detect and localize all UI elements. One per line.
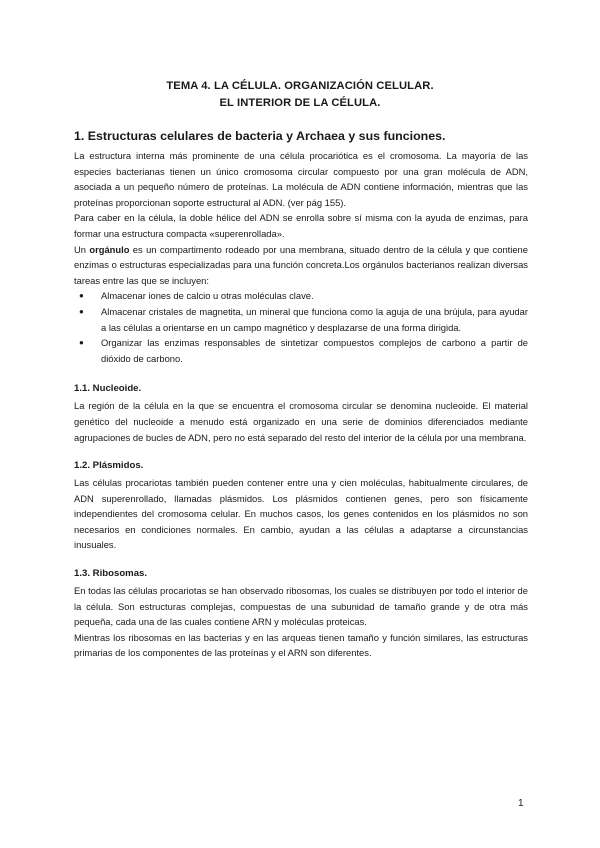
term-organulo: orgánulo	[89, 243, 130, 255]
section-1-3	[74, 567, 528, 661]
list-item-text: Almacenar cristales de magnetita, un mineral que funciona como la aguja de una brújula, para ayudar a las células a orientarse en un campo magnético y desplazarse de una forma dirigida.	[101, 305, 528, 333]
bullet-icon: ●	[79, 338, 84, 348]
section-1-heading: 1. Estructuras celulares de bacteria y Archaea y sus funciones.	[74, 129, 446, 143]
section-1-2	[74, 459, 528, 553]
title-line-1: TEMA 4. LA CÉLULA. ORGANIZACIÓN CELULAR.	[166, 80, 434, 92]
section-1-1-paragraph: La región de la célula en la que se encuentra el cromosoma circular se denomina nucleoide. El material genético del nucleoide a menudo está organizado en una serie de dominios diferenciados mediante agrupaciones de bucles de ADN, pero no está separado del resto del interior de la célula por una membrana.	[74, 400, 528, 443]
paragraph-text: Un	[74, 243, 90, 255]
section-1-paragraph-2: Para caber en la célula, la doble hélice del ADN se enrolla sobre sí misma con la ayuda de enzimas, para formar una estructura compacta «superenrollada».	[74, 212, 528, 239]
section-1-2-paragraph: Las células procariotas también pueden contener entre una y cien moléculas, habitualmente circulares, de ADN superenrollado, llamadas plásmidos. Los plásmidos contienen genes, pero son físicamente independientes del cromosoma celular. En muchos casos, los genes contenidos en los plásmidos no son necesarios en condiciones normales. En cambio, ayudan a las células a adaptarse a circunstancias inusuales.	[74, 477, 528, 551]
section-1	[74, 128, 528, 366]
section-1-1	[74, 382, 528, 445]
section-1-3-heading: 1.3. Ribosomas.	[74, 568, 148, 580]
section-1-3-paragraph-2: Mientras los ribosomas en las bacterias y en las arqueas tienen tamaño y función similares, las estructuras primarias de los componentes de las proteínas y el ARN son diferentes.	[74, 631, 528, 659]
page-number: 1	[518, 798, 524, 809]
list-item	[79, 304, 528, 335]
section-1-paragraph-3	[74, 242, 528, 289]
section-1-paragraph-1: La estructura interna más prominente de una célula procariótica es el cromosoma. La mayoría de las especies bacterianas tienen un único cromosoma circular compuesto por una gran molécula de ADN, asociada a un pequeño número de proteínas. La molécula de ADN contiene información, mientras que las proteínas proporcionan soporte estructural al ADN. (ver pág 155).	[74, 150, 528, 208]
bullet-icon: ●	[79, 306, 84, 316]
paragraph-text: es un compartimento rodeado por una membrana, situado dentro de la célula y que contiene enzimas o estructuras especializadas para una función concreta.Los orgánulos bacterianos realizan diversas tareas entre las que se incluyen:	[74, 243, 528, 286]
section-1-2-heading: 1.2. Plásmidos.	[74, 460, 144, 472]
organelle-functions-list	[74, 288, 528, 366]
bullet-icon: ●	[79, 291, 84, 301]
section-1-1-heading: 1.1. Nucleoide.	[74, 383, 142, 395]
document-title	[0, 78, 600, 112]
document-body	[74, 128, 528, 661]
list-item-text: Almacenar iones de calcio u otras moléculas clave.	[101, 290, 314, 302]
list-item-text: Organizar las enzimas responsables de sintetizar compuestos complejos de carbono a partir de dióxido de carbono.	[101, 337, 528, 364]
title-line-2: EL INTERIOR DE LA CÉLULA.	[219, 97, 381, 109]
list-item	[79, 335, 528, 366]
section-1-3-paragraph-1: En todas las células procariotas se han observado ribosomas, los cuales se distribuyen por todo el interior de la célula. Son estructuras complejas, compuestas de una subunidad de tamaño grande y de otra más pequeña, cada una de las cuales contiene ARN y moléculas proteicas.	[74, 585, 528, 628]
list-item	[79, 288, 528, 304]
